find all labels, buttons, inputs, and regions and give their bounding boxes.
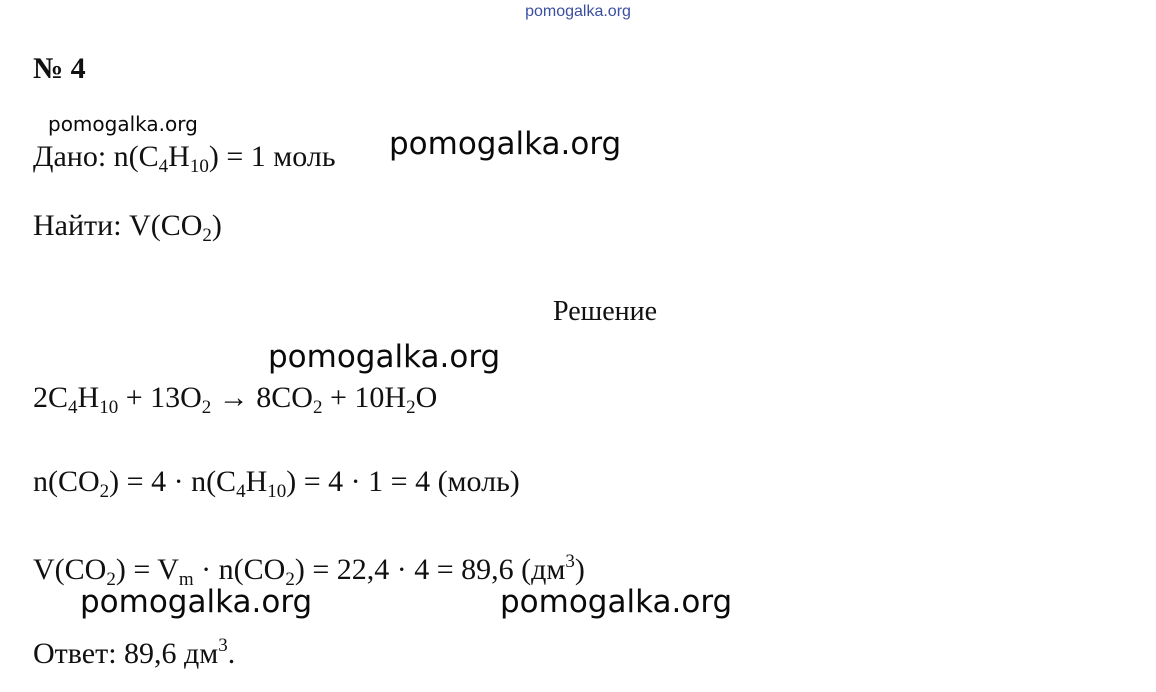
calc-v-part: ) = V: [115, 553, 179, 586]
solution-title: Решение: [553, 296, 658, 327]
eq-sub: 4: [68, 397, 78, 418]
calc-n-sub: 10: [267, 481, 287, 502]
calc-n-sub: 4: [236, 481, 246, 502]
watermark-small: pomogalka.org: [48, 112, 198, 136]
eq-sub: 2: [201, 397, 212, 418]
equation-line: [33, 383, 437, 417]
eq-sub: 10: [99, 397, 119, 418]
calc-v-sub: 2: [285, 569, 295, 590]
given-sub1: 4: [158, 156, 169, 177]
answer-sup: 3: [218, 635, 228, 656]
watermark-1: pomogalka.org: [389, 126, 622, 162]
given-mid: H: [168, 140, 190, 173]
answer-part: Ответ: 89,6 дм: [33, 637, 219, 670]
eq-part: H: [77, 381, 100, 414]
eq-sub: 2: [406, 397, 416, 418]
problem-number: № 4: [33, 52, 86, 85]
watermark-2: pomogalka.org: [268, 339, 501, 375]
calc-v-part: V(CO: [33, 553, 107, 586]
find-sub: 2: [202, 225, 212, 246]
calc-v-part: · n(CO: [193, 553, 286, 586]
calc-n-part: ) = 4 · n(C: [109, 465, 237, 498]
answer-line: [33, 636, 235, 669]
given-line: [33, 142, 336, 176]
calc-v-sub: m: [178, 569, 194, 590]
find-prefix: Найти: V(CO: [33, 209, 203, 242]
calc-n-part: H: [245, 465, 268, 498]
calc-n-sub: 2: [99, 481, 110, 502]
watermark-3: pomogalka.org: [80, 584, 313, 620]
watermark-4: pomogalka.org: [500, 584, 733, 620]
given-sub2: 10: [189, 156, 209, 177]
given-prefix: Дано: n(C: [33, 140, 159, 173]
find-suffix: ): [211, 209, 222, 242]
calc-n-part: n(CO: [33, 465, 100, 498]
eq-part: 2C: [33, 381, 69, 414]
top-watermark: pomogalka.org: [525, 3, 631, 20]
calc-v-sup: 3: [565, 551, 575, 572]
eq-part: + 13O: [118, 381, 202, 414]
answer-part: .: [227, 637, 236, 670]
eq-part: O: [415, 381, 438, 414]
eq-part: → 8CO: [211, 381, 313, 414]
calc-v-part: ) = 22,4 · 4 = 89,6 (дм: [294, 553, 566, 586]
calc-n-part: ) = 4 · 1 = 4 (моль): [286, 465, 520, 498]
calc-n-line: [33, 467, 520, 501]
calc-v-sub: 2: [106, 569, 116, 590]
eq-sub: 2: [312, 397, 323, 418]
find-line: [33, 211, 222, 245]
eq-part: + 10H: [322, 381, 407, 414]
given-suffix: ) = 1 моль: [208, 140, 336, 173]
calc-v-part: ): [574, 553, 585, 586]
